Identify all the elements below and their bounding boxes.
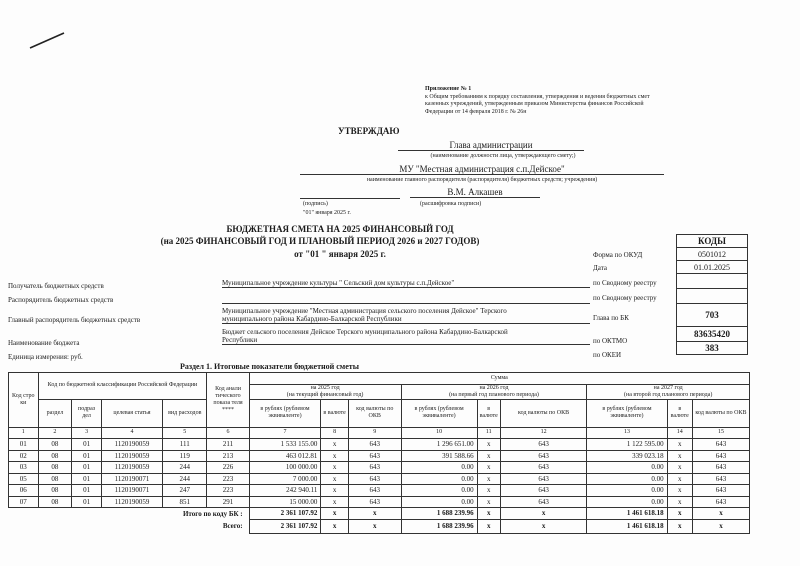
year2-label: на 2026 год [479,384,509,391]
table-cell: 643 [348,485,401,497]
col-header-okv: код валюты по ОКВ [348,399,401,427]
appendix-line: к Общим требованиям к порядку составления, утверждения и ведения бюджетных смет [425,93,650,100]
approver-org: МУ "Местная администрация с.п.Дейское" [300,164,664,175]
table-cell: 119 [163,450,207,462]
appendix-line: казенных учреждений, утвержденным приказом Министерства финансов Российской [425,101,644,107]
doc-title: БЮДЖЕТНАЯ СМЕТА НА 2025 ФИНАНСОВЫЙ ГОД [226,224,454,234]
table-cell: 643 [348,450,401,462]
table-cell: 1 122 595.00 [587,439,667,451]
table-cell: х [321,485,348,497]
pen-mark [28,30,68,50]
grand-cell: х [692,519,749,533]
table-cell: 7 000.00 [249,473,321,485]
grand-cell: х [500,519,587,533]
code-okud: 0501012 [677,248,748,261]
signature-line [300,197,400,199]
table-cell: 0.00 [401,462,477,474]
table-cell: 643 [348,496,401,508]
table-cell: 1120190059 [101,496,162,508]
table-cell: 247 [163,485,207,497]
grand-total-row [9,519,750,533]
table-cell: 223 [207,473,249,485]
budget-value: Бюджет сельского поселения Дейское Терского муниципального района Кабардино-Балкарской [222,328,508,336]
table-cell: 01 [72,496,102,508]
table-cell: 643 [500,485,587,497]
table-cell: 08 [38,450,72,462]
approve-date: "01" января 2025 г. [303,210,351,216]
table-cell: 07 [9,496,39,508]
table-cell: х [321,439,348,451]
total-cell: х [348,508,401,520]
table-cell: 463 012.81 [249,450,321,462]
col-header-rub: в рублях (рублевом эквиваленте) [401,399,477,427]
table-cell: 05 [9,473,39,485]
budget-value: Республики [222,336,590,345]
table-cell: х [477,473,500,485]
table-cell: х [477,462,500,474]
doc-date: от "01 " января 2025 г. [294,249,386,259]
table-cell: х [321,462,348,474]
table-row [9,473,750,485]
table-cell: 1120190059 [101,462,162,474]
grand-total-label: Всего: [222,522,243,530]
code-label: Форма по ОКУД [593,251,643,259]
chief-value: муниципального района Кабардино-Балкарской Республики [222,315,590,324]
table-cell: 1 296 651.00 [401,439,477,451]
table-cell: 244 [163,473,207,485]
table-cell: 643 [500,496,587,508]
code-bk: 703 [677,304,748,327]
table-cell: 339 023.18 [587,450,667,462]
code-label: по ОКЕИ [593,351,622,359]
col-number: 15 [692,427,749,439]
table-cell: 643 [692,473,749,485]
codes-box [676,234,748,355]
col-header-kosgu: Код анали тического показа теля **** [207,373,249,428]
table-cell: 291 [207,496,249,508]
manager-line [222,303,590,304]
total-cell: х [477,508,500,520]
table-cell: х [477,450,500,462]
approve-title: УТВЕРЖДАЮ [338,126,400,136]
col-header-okv: код валюты по ОКВ [500,399,587,427]
table-cell: х [667,462,692,474]
table-cell: 643 [692,439,749,451]
col-number: 6 [207,427,249,439]
chief-value: Муниципальное учреждение "Местная администрация сельского поселения Дейское" Терского [222,307,507,315]
manager-label: Распорядитель бюджетных средств [8,296,114,304]
table-cell: 01 [72,462,102,474]
column-numbers-row [9,427,750,439]
code-label: по Сводному реестру [593,279,657,287]
section-title: Раздел 1. Итоговые показатели бюджетной сметы [180,362,359,371]
col-number: 11 [477,427,500,439]
col-header-year1 [249,384,401,399]
total-row [9,508,750,520]
table-cell: х [477,439,500,451]
col-header-bk: Код по бюджетной классификации Российской Федерации [38,373,207,400]
col-header-sum: Сумма [249,373,749,385]
table-cell: х [667,450,692,462]
position-caption: (наименование должности лица, утверждающего смету;) [430,153,576,159]
col-header-val: в валюте [321,399,348,427]
estimate-table [8,372,750,534]
table-row [9,485,750,497]
approver-position: Глава администрации [398,140,584,151]
col-number: 12 [500,427,587,439]
table-cell: х [667,439,692,451]
col-header-year2 [401,384,587,399]
table-cell: 1 533 155.00 [249,439,321,451]
sign-caption: (подпись) [303,201,328,207]
year1-label: на 2025 год [310,384,340,391]
table-cell: 211 [207,439,249,451]
col-number: 2 [38,427,72,439]
grand-cell: х [348,519,401,533]
code-okei: 383 [677,342,748,355]
col-header-code: Код стро ки [9,373,39,428]
col-number: 14 [667,427,692,439]
col-header-okv: код валюты по ОКВ [692,399,749,427]
grand-cell: 1 461 618.18 [587,519,667,533]
code-oktmo: 83635420 [677,327,748,342]
doc-subtitle: (на 2025 ФИНАНСОВЫЙ ГОД И ПЛАНОВЫЙ ПЕРИОД 2026 и 2027 ГОДОВ) [160,236,480,246]
table-cell: х [667,496,692,508]
table-cell: х [321,473,348,485]
table-cell: 643 [348,473,401,485]
table-cell: 1120190071 [101,485,162,497]
appendix-block [425,86,775,116]
table-cell: 391 588.66 [401,450,477,462]
table-cell: 06 [9,485,39,497]
table-cell: х [667,485,692,497]
table-cell: 643 [692,450,749,462]
year3-note: (на второй год планового периода) [624,391,713,398]
grand-cell: 2 361 107.92 [249,519,321,533]
table-cell: 0.00 [401,485,477,497]
grand-cell: 1 688 239.96 [401,519,477,533]
col-header-razdel: раздел [38,399,72,427]
table-cell: 226 [207,462,249,474]
col-number: 5 [163,427,207,439]
table-cell: 0.00 [401,496,477,508]
table-cell: 01 [72,450,102,462]
recipient-label: Получатель бюджетных средств [8,282,104,290]
code-label: Дата [593,264,607,272]
table-cell: 643 [500,450,587,462]
table-cell: 223 [207,485,249,497]
grand-cell: х [667,519,692,533]
table-cell: х [321,450,348,462]
table-cell: 02 [9,450,39,462]
code-label: Глава по БК [593,314,629,322]
code-registry [677,274,748,289]
col-header-vr: вид расходов [163,399,207,427]
table-cell: 643 [348,439,401,451]
org-caption: наименование главного распорядителя (распорядителя) бюджетных средств; учреждения) [366,177,598,183]
year1-note: (на текущий финансовый год) [286,391,364,398]
table-cell: 851 [163,496,207,508]
col-number: 1 [9,427,39,439]
table-cell: 03 [9,462,39,474]
total-cell: 1 688 239.96 [401,508,477,520]
table-cell: 01 [9,439,39,451]
table-cell: 643 [692,496,749,508]
table-cell: 242 940.11 [249,485,321,497]
table-cell: 15 000.00 [249,496,321,508]
table-cell: х [321,496,348,508]
table-cell: 0.00 [587,485,667,497]
year3-label: на 2027 год [653,384,683,391]
col-header-cs: целевая статья [101,399,162,427]
table-row [9,450,750,462]
total-cell: х [321,508,348,520]
table-row [9,439,750,451]
col-number: 9 [348,427,401,439]
grand-cell: х [477,519,500,533]
table-cell: 643 [692,485,749,497]
table-cell: х [667,473,692,485]
col-number: 3 [72,427,102,439]
table-cell: 643 [692,462,749,474]
code-label: по ОКТМО [593,337,628,345]
col-number: 4 [101,427,162,439]
appendix-title: Приложение № 1 [425,86,472,92]
table-cell: х [477,496,500,508]
table-cell: х [477,485,500,497]
table-row [9,496,750,508]
table-cell: 100 000.00 [249,462,321,474]
table-cell: 244 [163,462,207,474]
table-cell: 1120190059 [101,439,162,451]
table-cell: 213 [207,450,249,462]
col-number: 7 [249,427,321,439]
table-cell: 08 [38,485,72,497]
signer-name: В.М. Алкашев [410,187,540,198]
table-cell: 643 [500,473,587,485]
total-cell: 1 461 618.18 [587,508,667,520]
table-cell: 643 [500,462,587,474]
table-cell: 01 [72,439,102,451]
codes-header: КОДЫ [677,235,748,248]
total-label: Итого по коду БК : [182,509,243,518]
table-cell: 01 [72,473,102,485]
code-label: по Сводному реестру [593,294,657,302]
table-cell: 08 [38,496,72,508]
col-number: 8 [321,427,348,439]
year2-note: (на первый год планового периода) [449,391,539,398]
table-cell: 1120190059 [101,450,162,462]
code-date: 01.01.2025 [677,261,748,274]
unit-label: Единица измерения: руб. [8,353,83,361]
table-cell: 643 [500,439,587,451]
table-cell: 08 [38,439,72,451]
table-cell: 0.00 [587,462,667,474]
table-row [9,462,750,474]
budget-label: Наименование бюджета [8,339,80,347]
col-header-val: в валюте [667,399,692,427]
col-header-rub: в рублях (рублевом эквиваленте) [587,399,667,427]
col-number: 13 [587,427,667,439]
col-header-rub: в рублях (рублевом эквиваленте) [249,399,321,427]
recipient-value: Муниципальное учреждение культуры " Сельский дом культуры с.п.Дейское" [222,279,590,288]
table-cell: 111 [163,439,207,451]
table-cell: 1120190071 [101,473,162,485]
total-cell: 2 361 107.92 [249,508,321,520]
col-header-podrazdel: подраз дел [72,399,102,427]
table-cell: 08 [38,473,72,485]
chief-label: Главный распорядитель бюджетных средств [8,316,141,324]
table-cell: 0.00 [401,473,477,485]
appendix-line: Федерации от 14 февраля 2018 г. № 26н [425,108,527,115]
total-cell: х [667,508,692,520]
table-cell: 0.00 [587,473,667,485]
grand-cell: х [321,519,348,533]
table-cell: 0.00 [587,496,667,508]
col-number: 10 [401,427,477,439]
total-cell: х [692,508,749,520]
total-cell: х [500,508,587,520]
table-cell: 01 [72,485,102,497]
col-header-val: в валюте [477,399,500,427]
col-header-year3 [587,384,750,399]
table-cell: 08 [38,462,72,474]
code-registry [677,289,748,304]
table-cell: 643 [348,462,401,474]
name-caption: (расшифровка подписи) [420,201,482,207]
